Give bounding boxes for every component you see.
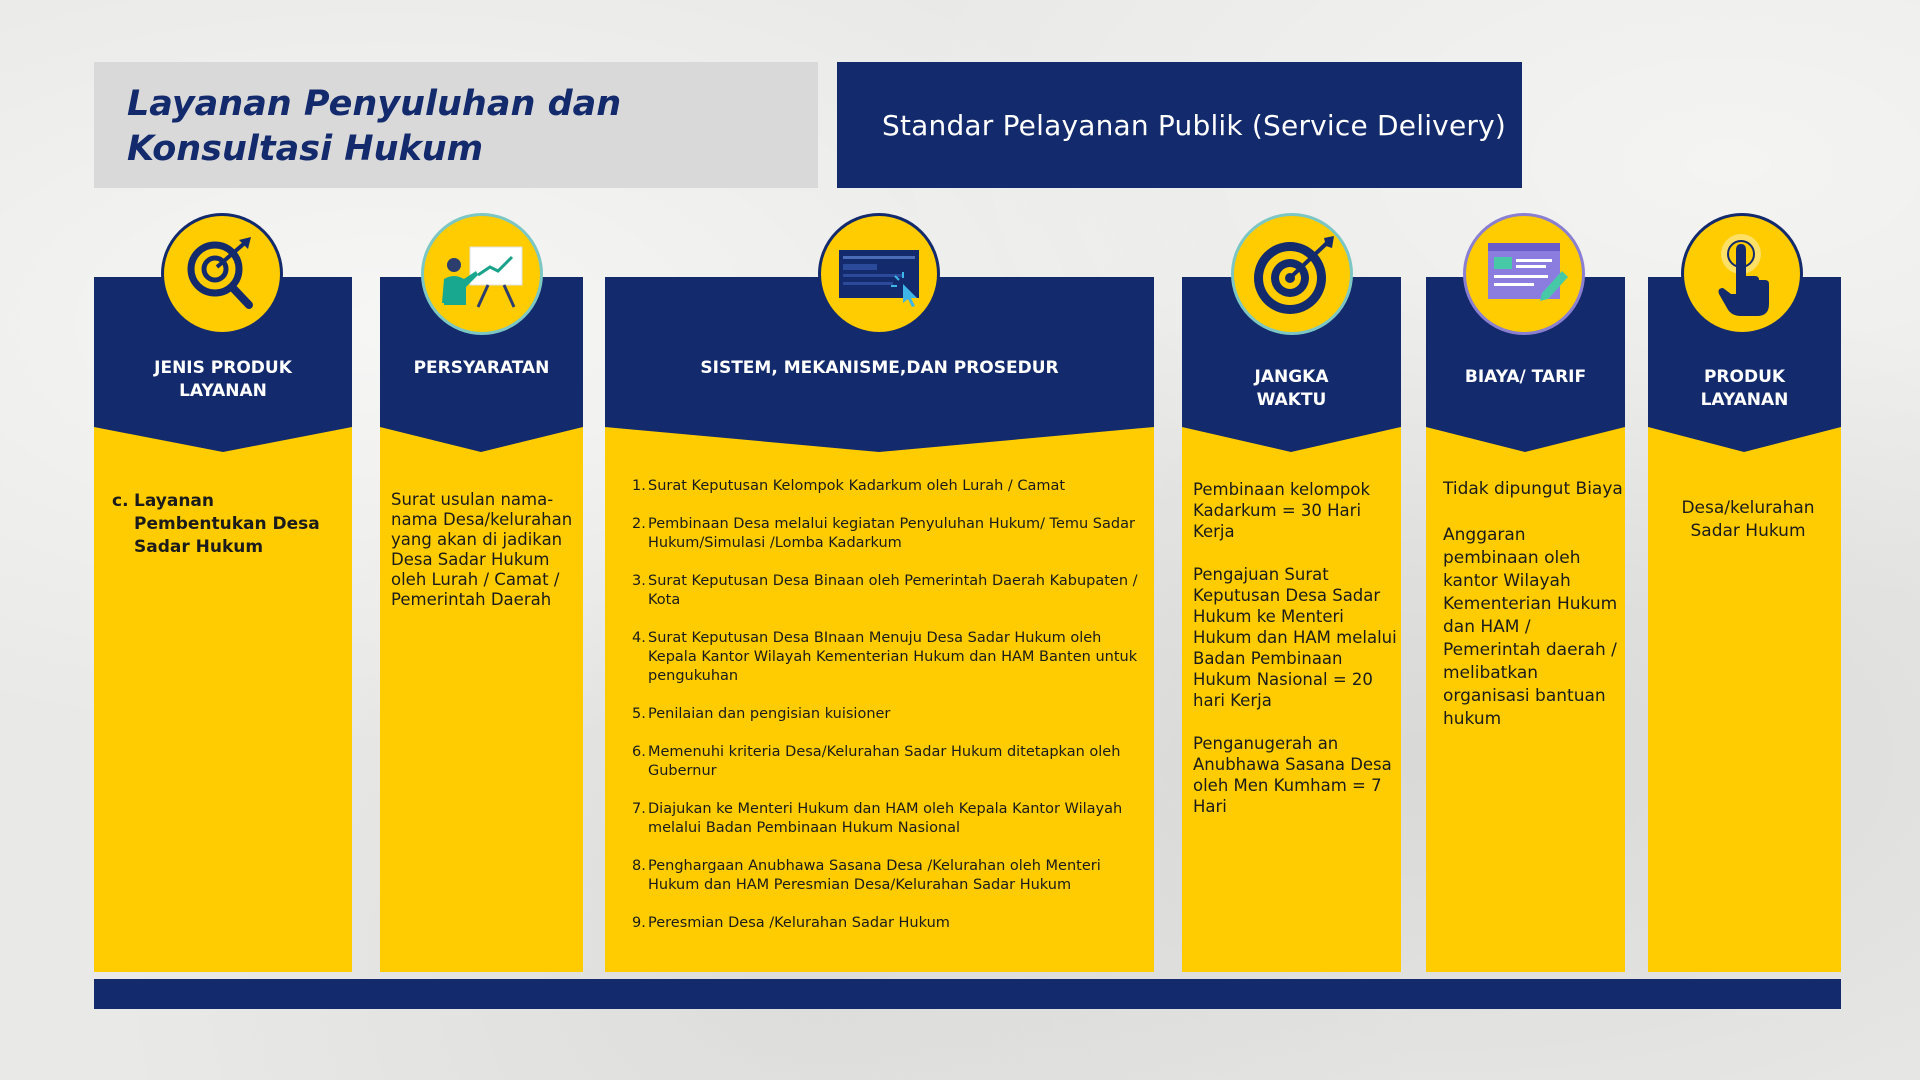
presentation-board-icon	[421, 213, 543, 335]
column-label: BIAYA/ TARIF	[1464, 367, 1587, 387]
page-subtitle: Standar Pelayanan Publik (Service Delivery)	[882, 108, 1506, 142]
time-paragraph: Pembinaan kelompok Kadarkum = 30 Hari Kerja	[1193, 480, 1371, 541]
step-text: Memenuhi kriteria Desa/Kelurahan Sadar Hukum ditetapkan oleh Gubernur	[648, 744, 1121, 779]
procedure-list	[632, 477, 1142, 952]
step-number: 5.	[632, 706, 646, 722]
step-text: Surat Keputusan Desa BInaan Menuju Desa Sadar Hukum oleh Kepala Kantor Wilayah Kementerian Hukum dan HAM Banten untuk pengukuhan	[648, 630, 1138, 684]
subtitle-box	[837, 62, 1522, 188]
column-persyaratan	[380, 277, 583, 972]
step-number: 9.	[632, 915, 646, 931]
step-number: 2.	[632, 516, 646, 532]
procedure-step	[632, 800, 1142, 838]
procedure-step	[632, 705, 1142, 724]
column-label: JENIS PRODUK LAYANAN	[154, 358, 292, 401]
item-prefix: c.	[112, 491, 129, 511]
time-paragraph: Penganugerah an Anubhawa Sasana Desa oleh Men Kumham = 7 Hari	[1193, 734, 1392, 816]
item-text: Layanan Pembentukan Desa Sadar Hukum	[134, 491, 320, 557]
cost-paragraph: Anggaran pembinaan oleh kantor Wilayah Kementerian Hukum dan HAM / Pemerintah daerah / melibatkan organisasi bantuan hukum	[1443, 525, 1618, 729]
procedure-step	[632, 572, 1142, 610]
procedure-step	[632, 914, 1142, 933]
step-text: Peresmian Desa /Kelurahan Sadar Hukum	[648, 915, 950, 931]
time-paragraphs	[1193, 479, 1398, 839]
title-box	[94, 62, 818, 188]
step-text: Surat Keputusan Desa Binaan oleh Pemerintah Daerah Kabupaten / Kota	[648, 573, 1138, 608]
column-jenis-produk	[94, 277, 352, 972]
cost-paragraphs	[1443, 478, 1623, 753]
page-title: Layanan Penyuluhan dan Konsultasi Hukum	[127, 84, 622, 169]
column-label: PRODUK LAYANAN	[1700, 367, 1789, 410]
target-arrow-icon	[1231, 213, 1353, 335]
requirement-text: Surat usulan nama-nama Desa/kelurahan yang akan di jadikan Desa Sadar Hukum oleh Lurah / Camat / Pemerintah Daerah	[391, 490, 573, 609]
column-label: JANGKA WAKTU	[1254, 367, 1329, 410]
step-text: Diajukan ke Menteri Hukum dan HAM oleh Kepala Kantor Wilayah melalui Badan Pembinaan Hukum Nasional	[648, 801, 1123, 836]
step-text: Pembinaan Desa melalui kegiatan Penyuluhan Hukum/ Temu Sadar Hukum/Simulasi /Lomba Kadarkum	[648, 516, 1135, 551]
column-label: PERSYARATAN	[413, 358, 550, 378]
footer-bar	[94, 979, 1841, 1009]
product-item	[112, 490, 337, 559]
step-number: 6.	[632, 744, 646, 760]
procedure-step	[632, 857, 1142, 895]
step-number: 4.	[632, 630, 646, 646]
step-number: 7.	[632, 801, 646, 817]
column-sistem	[605, 277, 1154, 972]
procedure-step	[632, 477, 1142, 496]
procedure-step	[632, 629, 1142, 686]
pointing-hand-icon	[1681, 213, 1803, 335]
step-text: Penilaian dan pengisian kuisioner	[648, 706, 891, 722]
column-label: SISTEM, MEKANISME,DAN PROSEDUR	[700, 358, 1059, 378]
procedure-step	[632, 743, 1142, 781]
step-text: Surat Keputusan Kelompok Kadarkum oleh Lurah / Camat	[648, 478, 1066, 494]
column-jangka-waktu	[1182, 277, 1401, 972]
step-number: 1.	[632, 478, 646, 494]
web-form-icon	[1463, 213, 1585, 335]
product-text: Desa/kelurahan Sadar Hukum	[1681, 498, 1815, 541]
step-text: Penghargaan Anubhawa Sasana Desa /Kelurahan oleh Menteri Hukum dan HAM Peresmian Desa/Kelurahan Sadar Hukum	[648, 858, 1101, 893]
procedure-step	[632, 515, 1142, 553]
step-number: 8.	[632, 858, 646, 874]
column-produk	[1648, 277, 1841, 972]
magnifier-target-icon	[161, 213, 283, 335]
step-number: 3.	[632, 573, 646, 589]
column-biaya	[1426, 277, 1625, 972]
browser-window-click-icon	[818, 213, 940, 335]
cost-paragraph: Tidak dipungut Biaya	[1443, 479, 1623, 499]
time-paragraph: Pengajuan Surat Keputusan Desa Sadar Hukum ke Menteri Hukum dan HAM melalui Badan Pembinaan Hukum Nasional = 20 hari Kerja	[1193, 565, 1397, 710]
